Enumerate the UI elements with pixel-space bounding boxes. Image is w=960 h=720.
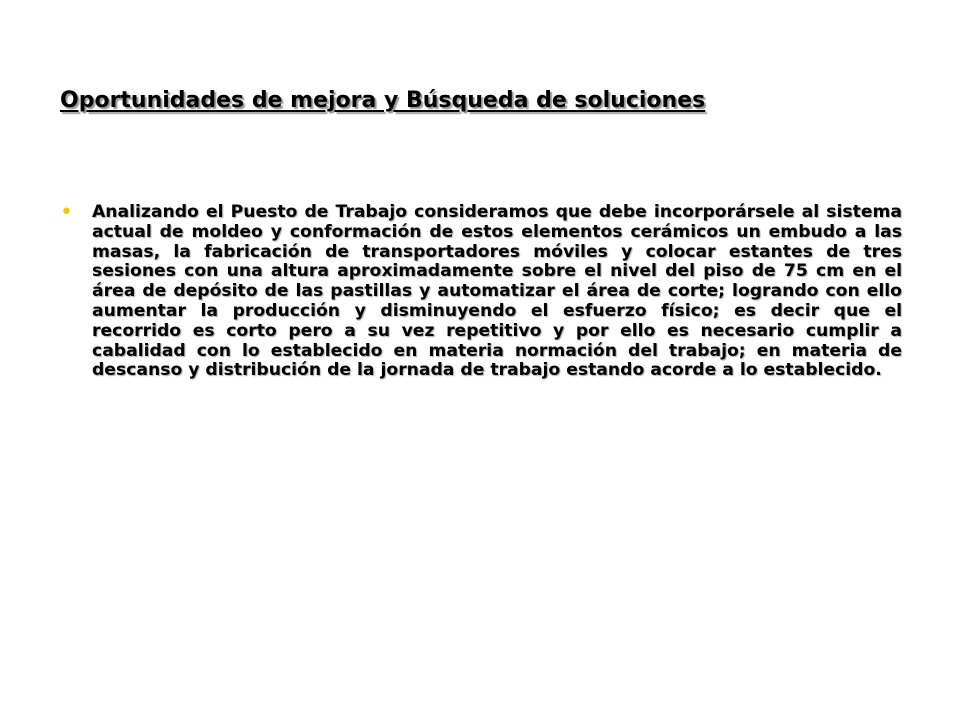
bullet-item bbox=[60, 200, 902, 381]
bullet-text: Analizando el Puesto de Trabajo consideramos que debe incorporársele al sistema actual de moldeo y conformación de estos elementos cerámicos un embudo a las masas, la fabricación de transportadores móviles y colocar estantes de tres sesiones con una altura aproximadamente sobre el nivel del piso de 75 cm en el área de depósito de las pastillas y automatizar el área de corte; logrando con ello aumentar la producción y disminuyendo el esfuerzo físico; es decir que el recorrido es corto pero a su vez repetitivo y por ello es necesario cumplir a cabalidad con lo establecido en materia normación del trabajo; en materia de descanso y distribución de la jornada de trabajo estando acorde a lo establecido. bbox=[92, 202, 902, 381]
bullet-list bbox=[60, 200, 902, 381]
slide-title: Oportunidades de mejora y Búsqueda de soluciones bbox=[60, 88, 706, 113]
bullet-dot-icon: • bbox=[60, 200, 73, 225]
